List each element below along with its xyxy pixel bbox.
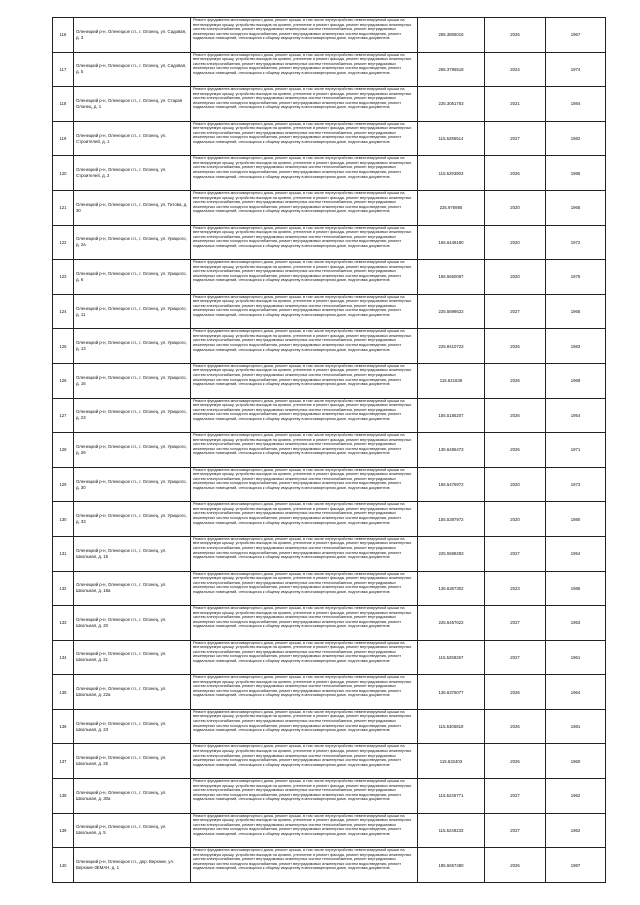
build-year-cell: 1962 [546,813,606,848]
value-cell: 225.9410723 [418,329,485,364]
works-description-cell [191,190,418,225]
table-row [53,87,606,122]
planned-year-cell: 2026 [485,398,546,433]
works-description-text: Ремонт фундамента многоквартирного дома, ремонт крыши, в том числе переустройство невентилируемой крыши на вентилируемую крышу, устройство выходов на кровлю, утепление и ремонт фасада, ремонт внутридомовых инженерных систем электроснабжения, ремонт внутридомовых инженерных систем теплоснабжения, ремонт внутридомовых инженерных систем холодного водоснабжения, ремонт внутридомовых инженерных систем водоотведения, ремонт подвальных помещений, относящихся к общему имуществу в многоквартирном доме, подготовка документов [193,571,412,594]
value-cell: 225.976985 [418,190,485,225]
row-number-cell: 127 [53,398,74,433]
works-description-cell [191,121,418,156]
row-number-cell: 140 [53,848,74,883]
address-cell: Оленецкий р-н, Оленецкое г.п., г. Олонец, ул. Строителей, д. 1 [74,121,191,156]
works-description-text: Ремонт фундамента многоквартирного дома, ремонт крыши, в том числе переустройство невентилируемой крыши на вентилируемую крышу, устройство выходов на кровлю, утепление и ремонт фасада, ремонт внутридомовых инженерных систем электроснабжения, ремонт внутридомовых инженерных систем теплоснабжения, ремонт внутридомовых инженерных систем холодного водоснабжения, ремонт внутридомовых инженерных систем водоотведения, ремонт подвальных помещений, относящихся к общему имуществу в многоквартирном доме, подготовка документов [193,467,412,490]
works-description-text: Ремонт фундамента многоквартирного дома, ремонт крыши, в том числе переустройство невентилируемой крыши на вентилируемую крышу, устройство выходов на кровлю, утепление и ремонт фасада, ремонт внутридомовых инженерных систем электроснабжения, ремонт внутридомовых инженерных систем теплоснабжения, ремонт внутридомовых инженерных систем холодного водоснабжения, ремонт внутридомовых инженерных систем водоотведения, ремонт подвальных помещений, относящихся к общему имуществу в многоквартирном доме, подготовка документов [193,813,412,836]
works-description-cell [191,52,418,87]
table-row [53,225,606,260]
build-year-cell: 1962 [546,779,606,814]
value-cell: 115.5248233 [418,813,485,848]
planned-year-cell: 2027 [485,536,546,571]
planned-year-cell: 2021 [485,87,546,122]
value-cell: 225.5698622 [418,294,485,329]
value-cell: 225.5598283 [418,536,485,571]
works-description-cell [191,467,418,502]
build-year-cell: 1983 [546,329,606,364]
table-row [53,848,606,883]
row-number-cell: 121 [53,190,74,225]
address-cell: Оленецкий р-н, Оленецкое г.п., г. Олонец, ул. Школьная, д. 18а [74,571,191,606]
address-cell: Оленецкий р-н, Оленецкое г.п., г. Олонец, ул. Школьная, д. 15 [74,536,191,571]
works-description-cell [191,502,418,537]
build-year-cell: 1984 [546,87,606,122]
value-cell: 115.5258267 [418,640,485,675]
row-number-cell: 123 [53,260,74,295]
value-cell: 155.5650087 [418,260,485,295]
value-cell: 115.532403 [418,744,485,779]
table-row [53,121,606,156]
build-year-cell: 1975 [546,260,606,295]
works-description-text: Ремонт фундамента многоквартирного дома, ремонт крыши, в том числе переустройство невентилируемой крыши на вентилируемую крышу, устройство выходов на кровлю, утепление и ремонт фасада, ремонт внутридомовых инженерных систем электроснабжения, ремонт внутридомовых инженерных систем теплоснабжения, ремонт внутридомовых инженерных систем холодного водоснабжения, ремонт внутридомовых инженерных систем водоотведения, ремонт подвальных помещений, относящихся к общему имуществу в многоквартирном доме, подготовка документов [193,744,412,767]
address-cell: Оленецкий р-н, Оленецкое г.п., г. Олонец, ул. Урицкого, д. 26 [74,433,191,468]
build-year-cell: 1972 [546,225,606,260]
build-year-cell: 1980 [546,502,606,537]
value-cell: 155.5387972 [418,502,485,537]
value-cell: 115.5245771 [418,779,485,814]
row-number-cell: 125 [53,329,74,364]
address-cell: Оленецкий р-н, Оленецкое г.п., г. Олонец, ул. Школьная, д. 30а [74,779,191,814]
works-description-text: Ремонт фундамента многоквартирного дома, ремонт крыши, в том числе переустройство невентилируемой крыши на вентилируемую крышу, устройство выходов на кровлю, утепление и ремонт фасада, ремонт внутридомовых инженерных систем электроснабжения, ремонт внутридомовых инженерных систем теплоснабжения, ремонт внутридомовых инженерных систем холодного водоснабжения, ремонт внутридомовых инженерных систем водоотведения, ремонт подвальных помещений, относящихся к общему имуществу в многоквартирном доме, подготовка документов [193,848,412,871]
housing-repair-register-table [52,17,606,883]
planned-year-cell: 2026 [485,329,546,364]
build-year-cell: 1954 [546,536,606,571]
works-description-cell [191,18,418,53]
row-number-cell: 122 [53,225,74,260]
table-row [53,467,606,502]
works-description-cell [191,156,418,191]
works-description-text: Ремонт фундамента многоквартирного дома, ремонт крыши, в том числе переустройство невентилируемой крыши на вентилируемую крышу, устройство выходов на кровлю, утепление и ремонт фасада, ремонт внутридомовых инженерных систем электроснабжения, ремонт внутридомовых инженерных систем теплоснабжения, ремонт внутридомовых инженерных систем холодного водоснабжения, ремонт внутридомовых инженерных систем водоотведения, ремонт подвальных помещений, относящихся к общему имуществу в многоквартирном доме, подготовка документов [193,294,412,317]
row-number-cell: 137 [53,744,74,779]
works-description-cell [191,363,418,398]
build-year-cell: 1953 [546,606,606,641]
works-description-cell [191,329,418,364]
works-description-text: Ремонт фундамента многоквартирного дома, ремонт крыши, в том числе переустройство невентилируемой крыши на вентилируемую крышу, устройство выходов на кровлю, утепление и ремонт фасада, ремонт внутридомовых инженерных систем электроснабжения, ремонт внутридомовых инженерных систем теплоснабжения, ремонт внутридомовых инженерных систем холодного водоснабжения, ремонт внутридомовых инженерных систем водоотведения, ремонт подвальных помещений, относящихся к общему имуществу в многоквартирном доме, подготовка документов [193,363,412,387]
value-cell: 225.5457622 [418,606,485,641]
value-cell: 115.5293903 [418,156,485,191]
row-number-cell: 130 [53,502,74,537]
address-cell: Оленецкий р-н, Оленецкое г.п., г. Олонец, ул. Строителей, д. 2 [74,156,191,191]
address-cell: Оленецкий р-н, Оленецкое г.п., г. Олонец, ул. Урицкого, д. 30 [74,467,191,502]
row-number-cell: 134 [53,640,74,675]
row-number-cell: 135 [53,675,74,710]
address-cell: Оленецкий р-н, Оленецкое г.п., г. Олонец, ул. Садовая, д. 3 [74,18,191,53]
build-year-cell: 1971 [546,433,606,468]
works-description-cell [191,536,418,571]
works-description-cell [191,848,418,883]
row-number-cell: 118 [53,87,74,122]
row-number-cell: 128 [53,433,74,468]
row-number-cell: 116 [53,18,74,53]
address-cell: Оленецкий р-н, Оленецкое г.п., г. Олонец, ул. Школьная, д. 20 [74,606,191,641]
works-description-text: Ремонт фундамента многоквартирного дома, ремонт крыши, в том числе переустройство невентилируемой крыши на вентилируемую крышу, устройство выходов на кровлю, утепление и ремонт фасада, ремонт внутридомовых инженерных систем электроснабжения, ремонт внутридомовых инженерных систем теплоснабжения, ремонт внутридомовых инженерных систем холодного водоснабжения, ремонт внутридомовых инженерных систем водоотведения, ремонт подвальных помещений, относящихся к общему имуществу в многоквартирном доме, подготовка документов [193,675,412,698]
build-year-cell: 1987 [546,848,606,883]
planned-year-cell: 2024 [485,52,546,87]
address-cell: Оленецкий р-н, Оленецкое г.п., г. Олонец, ул. Урицкого, д. 11 [74,294,191,329]
row-number-cell: 138 [53,779,74,814]
works-description-cell [191,571,418,606]
row-number-cell: 119 [53,121,74,156]
build-year-cell: 1954 [546,398,606,433]
build-year-cell: 1985 [546,571,606,606]
works-description-text: Ремонт фундамента многоквартирного дома, ремонт крыши, в том числе переустройство невентилируемой крыши на вентилируемую крышу, устройство выходов на кровлю, утепление и ремонт фасада, ремонт внутридомовых инженерных систем электроснабжения, ремонт внутридомовых инженерных систем теплоснабжения, ремонт внутридомовых инженерных систем холодного водоснабжения, ремонт внутридомовых инженерных систем водоотведения, ремонт подвальных помещений, относящихся к общему имуществу в многоквартирном доме, подготовка документов [193,536,412,560]
works-description-cell [191,709,418,744]
works-description-text: Ремонт фундамента многоквартирного дома, ремонт крыши, в том числе переустройство невентилируемой крыши на вентилируемую крышу, устройство выходов на кровлю, утепление и ремонт фасада, ремонт внутридомовых инженерных систем электроснабжения, ремонт внутридомовых инженерных систем теплоснабжения, ремонт внутридомовых инженерных систем холодного водоснабжения, ремонт внутридомовых инженерных систем водоотведения, ремонт подвальных помещений, относящихся к общему имуществу в многоквартирном доме, подготовка документов [193,260,412,283]
address-cell: Оленецкий р-н, Оленецкое г.п., г. Олонец, ул. Титова, д. 30 [74,190,191,225]
planned-year-cell: 2026 [485,744,546,779]
table-row [53,606,606,641]
address-cell: Оленецкий р-н, Оленецкое г.п., г. Олонец, ул. Школьная, д. 25 [74,744,191,779]
row-number-cell: 126 [53,363,74,398]
works-description-cell [191,225,418,260]
works-description-cell [191,87,418,122]
works-description-text: Ремонт фундамента многоквартирного дома, ремонт крыши, в том числе переустройство невентилируемой крыши на вентилируемую крышу, устройство выходов на кровлю, утепление и ремонт фасада, ремонт внутридомовых инженерных систем электроснабжения, ремонт внутридомовых инженерных систем теплоснабжения, ремонт внутридомовых инженерных систем холодного водоснабжения, ремонт внутридомовых инженерных систем водоотведения, ремонт подвальных помещений, относящихся к общему имуществу в многоквартирном доме, подготовка документов [193,606,412,629]
build-year-cell: 1965 [546,190,606,225]
table-row [53,709,606,744]
table-row [53,536,606,571]
table-row [53,675,606,710]
value-cell: 136.6486473 [418,433,485,468]
row-number-cell: 129 [53,467,74,502]
address-cell: Оленецкий р-н, Оленецкое г.п., г. Олонец, ул. Садовая, д. 5 [74,52,191,87]
address-cell: Оленецкий р-н, Оленецкое г.п., г. Олонец, ул. Урицкого, д. 33 [74,502,191,537]
address-cell: Оленецкий р-н, Оленецкое г.п., г. Олонец, ул. Урицкого, д. 6 [74,260,191,295]
value-cell: 115.621638 [418,363,485,398]
value-cell: 115.5286514 [418,121,485,156]
table-row [53,260,606,295]
works-description-cell [191,675,418,710]
works-description-text: Ремонт фундамента многоквартирного дома, ремонт крыши, в том числе переустройство невентилируемой крыши на вентилируемую крышу, устройство выходов на кровлю, утепление и ремонт фасада, ремонт внутридомовых инженерных систем электроснабжения, ремонт внутридомовых инженерных систем теплоснабжения, ремонт внутридомовых инженерных систем холодного водоснабжения, ремонт внутридомовых инженерных систем водоотведения, ремонт подвальных помещений, относящихся к общему имуществу в многоквартирном доме, подготовка документов [193,121,412,144]
planned-year-cell: 2027 [485,640,546,675]
address-cell: Оленецкий р-н, Оленецкое г.п., дер. Верхние, ул. Верхние-ЗЕМАН, д. 1 [74,848,191,883]
planned-year-cell: 2026 [485,18,546,53]
address-cell: Оленецкий р-н, Оленецкое г.п., г. Олонец, ул. Урицкого, д. 23 [74,398,191,433]
planned-year-cell: 2020 [485,502,546,537]
works-description-text: Ремонт фундамента многоквартирного дома, ремонт крыши, в том числе переустройство невентилируемой крыши на вентилируемую крышу, устройство выходов на кровлю, утепление и ремонт фасада, ремонт внутридомовых инженерных систем электроснабжения, ремонт внутридомовых инженерных систем теплоснабжения, ремонт внутридомовых инженерных систем холодного водоснабжения, ремонт внутридомовых инженерных систем водоотведения, ремонт подвальных помещений, относящихся к общему имуществу в многоквартирном доме, подготовка документов [193,225,412,248]
planned-year-cell: 2026 [485,363,546,398]
works-description-text: Ремонт фундамента многоквартирного дома, ремонт крыши, в том числе переустройство невентилируемой крыши на вентилируемую крышу, устройство выходов на кровлю, утепление и ремонт фасада, ремонт внутридомовых инженерных систем электроснабжения, ремонт внутридомовых инженерных систем теплоснабжения, ремонт внутридомовых инженерных систем холодного водоснабжения, ремонт внутридомовых инженерных систем водоотведения, ремонт подвальных помещений, относящихся к общему имуществу в многоквартирном доме, подготовка документов [193,709,412,733]
row-number-cell: 139 [53,813,74,848]
table-row [53,813,606,848]
works-description-cell [191,398,418,433]
works-description-text: Ремонт фундамента многоквартирного дома, ремонт крыши, в том числе переустройство невентилируемой крыши на вентилируемую крышу, устройство выходов на кровлю, утепление и ремонт фасада, ремонт внутридомовых инженерных систем электроснабжения, ремонт внутридомовых инженерных систем теплоснабжения, ремонт внутридомовых инженерных систем холодного водоснабжения, ремонт внутридомовых инженерных систем водоотведения, ремонт подвальных помещений, относящихся к общему имуществу в многоквартирном доме, подготовка документов [193,779,412,802]
address-cell: Оленецкий р-н, Оленецкое г.п., г. Олонец, ул. Урицкого, д. 13 [74,329,191,364]
table-row [53,18,606,53]
planned-year-cell: 2027 [485,606,546,641]
works-description-text: Ремонт фундамента многоквартирного дома, ремонт крыши, в том числе переустройство невентилируемой крыши на вентилируемую крышу, устройство выходов на кровлю, утепление и ремонт фасада, ремонт внутридомовых инженерных систем электроснабжения, ремонт внутридомовых инженерных систем теплоснабжения, ремонт внутридомовых инженерных систем холодного водоснабжения, ремонт внутридомовых инженерных систем водоотведения, ремонт подвальных помещений, относящихся к общему имуществу в многоквартирном доме, подготовка документов [193,433,412,456]
build-year-cell: 1981 [546,709,606,744]
value-cell: 136.6376077 [418,675,485,710]
address-cell: Оленецкий р-н, Оленецкое г.п., г. Олонец, ул. Старая Олонец, д. 1 [74,87,191,122]
planned-year-cell: 2027 [485,294,546,329]
planned-year-cell: 2026 [485,156,546,191]
build-year-cell: 1968 [546,363,606,398]
row-number-cell: 131 [53,536,74,571]
works-description-text: Ремонт фундамента многоквартирного дома, ремонт крыши, в том числе переустройство невентилируемой крыши на вентилируемую крышу, устройство выходов на кровлю, утепление и ремонт фасада, ремонт внутридомовых инженерных систем электроснабжения, ремонт внутридомовых инженерных систем теплоснабжения, ремонт внутридомовых инженерных систем холодного водоснабжения, ремонт внутридомовых инженерных систем водоотведения, ремонт подвальных помещений, относящихся к общему имуществу в многоквартирном доме, подготовка документов [193,190,412,214]
table-row [53,433,606,468]
planned-year-cell: 2020 [485,225,546,260]
works-description-cell [191,433,418,468]
address-cell: Оленецкий р-н, Оленецкое г.п., г. Олонец, ул. Урицкого, д. 2а [74,225,191,260]
build-year-cell: 1965 [546,294,606,329]
table-row [53,398,606,433]
table-row [53,329,606,364]
planned-year-cell: 2027 [485,121,546,156]
table-row [53,156,606,191]
address-cell: Оленецкий р-н, Оленецкое г.п., г. Олонец, ул. Школьная, д. 5 [74,813,191,848]
table-row [53,744,606,779]
build-year-cell: 1973 [546,467,606,502]
planned-year-cell: 2020 [485,260,546,295]
table-row [53,294,606,329]
table-row [53,571,606,606]
works-description-text: Ремонт фундамента многоквартирного дома, ремонт крыши, в том числе переустройство невентилируемой крыши на вентилируемую крышу, устройство выходов на кровлю, утепление и ремонт фасада, ремонт внутридомовых инженерных систем электроснабжения, ремонт внутридомовых инженерных систем теплоснабжения, ремонт внутридомовых инженерных систем холодного водоснабжения, ремонт внутридомовых инженерных систем водоотведения, ремонт подвальных помещений, относящихся к общему имуществу в многоквартирном доме, подготовка документов [193,52,412,75]
row-number-cell: 136 [53,709,74,744]
works-description-text: Ремонт фундамента многоквартирного дома, ремонт крыши, в том числе переустройство невентилируемой крыши на вентилируемую крышу, устройство выходов на кровлю, утепление и ремонт фасада, ремонт внутридомовых инженерных систем электроснабжения, ремонт внутридомовых инженерных систем теплоснабжения, ремонт внутридомовых инженерных систем холодного водоснабжения, ремонт внутридомовых инженерных систем водоотведения, ремонт подвальных помещений, относящихся к общему имуществу в многоквартирном доме, подготовка документов [193,398,412,421]
works-description-text: Ремонт фундамента многоквартирного дома, ремонт крыши, в том числе переустройство невентилируемой крыши на вентилируемую крышу, устройство выходов на кровлю, утепление и ремонт фасада, ремонт внутридомовых инженерных систем электроснабжения, ремонт внутридомовых инженерных систем теплоснабжения, ремонт внутридомовых инженерных систем холодного водоснабжения, ремонт внутридомовых инженерных систем водоотведения, ремонт подвальных помещений, относящихся к общему имуществу в многоквартирном доме, подготовка документов [193,640,412,663]
planned-year-cell: 2026 [485,848,546,883]
works-description-text: Ремонт фундамента многоквартирного дома, ремонт крыши, в том числе переустройство невентилируемой крыши на вентилируемую крышу, устройство выходов на кровлю, утепление и ремонт фасада, ремонт внутридомовых инженерных систем электроснабжения, ремонт внутридомовых инженерных систем теплоснабжения, ремонт внутридомовых инженерных систем холодного водоснабжения, ремонт внутридомовых инженерных систем водоотведения, ремонт подвальных помещений, относящихся к общему имуществу в многоквартирном доме, подготовка документов [193,18,412,41]
row-number-cell: 120 [53,156,74,191]
table-row [53,190,606,225]
works-description-text: Ремонт фундамента многоквартирного дома, ремонт крыши, в том числе переустройство невентилируемой крыши на вентилируемую крышу, устройство выходов на кровлю, утепление и ремонт фасада, ремонт внутридомовых инженерных систем электроснабжения, ремонт внутридомовых инженерных систем теплоснабжения, ремонт внутридомовых инженерных систем холодного водоснабжения, ремонт внутридомовых инженерных систем водоотведения, ремонт подвальных помещений, относящихся к общему имуществу в многоквартирном доме, подготовка документов [193,329,412,352]
table-row [53,502,606,537]
value-cell: 115.5305818 [418,709,485,744]
address-cell: Оленецкий р-н, Оленецкое г.п., г. Олонец, ул. Школьная, д. 21 [74,640,191,675]
build-year-cell: 1982 [546,121,606,156]
build-year-cell: 1960 [546,744,606,779]
table-row [53,640,606,675]
planned-year-cell: 2020 [485,190,546,225]
planned-year-cell: 2020 [485,467,546,502]
works-description-cell [191,606,418,641]
address-cell: Оленецкий р-н, Оленецкое г.п., г. Олонец, ул. Школьная, д. 23 [74,709,191,744]
planned-year-cell: 2027 [485,813,546,848]
address-cell: Оленецкий р-н, Оленецкое г.п., г. Олонец, ул. Урицкого, д. 16 [74,363,191,398]
value-cell: 155.5476972 [418,467,485,502]
row-number-cell: 133 [53,606,74,641]
table-row [53,52,606,87]
value-cell: 136.6367302 [418,571,485,606]
row-number-cell: 132 [53,571,74,606]
works-description-text: Ремонт фундамента многоквартирного дома, ремонт крыши, в том числе переустройство невентилируемой крыши на вентилируемую крышу, устройство выходов на кровлю, утепление и ремонт фасада, ремонт внутридомовых инженерных систем электроснабжения, ремонт внутридомовых инженерных систем теплоснабжения, ремонт внутридомовых инженерных систем холодного водоснабжения, ремонт внутридомовых инженерных систем водоотведения, ремонт подвальных помещений, относящихся к общему имуществу в многоквартирном доме, подготовка документов [193,502,412,525]
works-description-cell [191,294,418,329]
works-description-cell [191,260,418,295]
build-year-cell: 1961 [546,640,606,675]
planned-year-cell: 2027 [485,779,546,814]
value-cell: 185.5657480 [418,848,485,883]
works-description-text: Ремонт фундамента многоквартирного дома, ремонт крыши, в том числе переустройство невентилируемой крыши на вентилируемую крышу, устройство выходов на кровлю, утепление и ремонт фасада, ремонт внутридомовых инженерных систем электроснабжения, ремонт внутридомовых инженерных систем теплоснабжения, ремонт внутридомовых инженерных систем холодного водоснабжения, ремонт внутридомовых инженерных систем водоотведения, ремонт подвальных помещений, относящихся к общему имуществу в многоквартирном доме, подготовка документов [193,87,412,110]
planned-year-cell: 2026 [485,433,546,468]
works-description-cell [191,640,418,675]
build-year-cell: 1967 [546,18,606,53]
works-description-cell [191,779,418,814]
planned-year-cell: 2023 [485,571,546,606]
works-description-cell [191,744,418,779]
build-year-cell: 1964 [546,675,606,710]
build-year-cell: 1985 [546,156,606,191]
value-cell: 155.5185207 [418,398,485,433]
table-row [53,779,606,814]
works-description-cell [191,813,418,848]
value-cell: 265.3806016 [418,18,485,53]
table-body [53,18,606,883]
row-number-cell: 117 [53,52,74,87]
value-cell: 155.6448180 [418,225,485,260]
value-cell: 225.3051763 [418,87,485,122]
table-row [53,363,606,398]
address-cell: Оленецкий р-н, Оленецкое г.п., г. Олонец, ул. Школьная, д. 22а [74,675,191,710]
row-number-cell: 124 [53,294,74,329]
planned-year-cell: 2026 [485,675,546,710]
works-description-text: Ремонт фундамента многоквартирного дома, ремонт крыши, в том числе переустройство невентилируемой крыши на вентилируемую крышу, устройство выходов на кровлю, утепление и ремонт фасада, ремонт внутридомовых инженерных систем электроснабжения, ремонт внутридомовых инженерных систем теплоснабжения, ремонт внутридомовых инженерных систем холодного водоснабжения, ремонт внутридомовых инженерных систем водоотведения, ремонт подвальных помещений, относящихся к общему имуществу в многоквартирном доме, подготовка документов [193,156,412,179]
planned-year-cell: 2026 [485,709,546,744]
build-year-cell: 1974 [546,52,606,87]
value-cell: 265.3796518 [418,52,485,87]
